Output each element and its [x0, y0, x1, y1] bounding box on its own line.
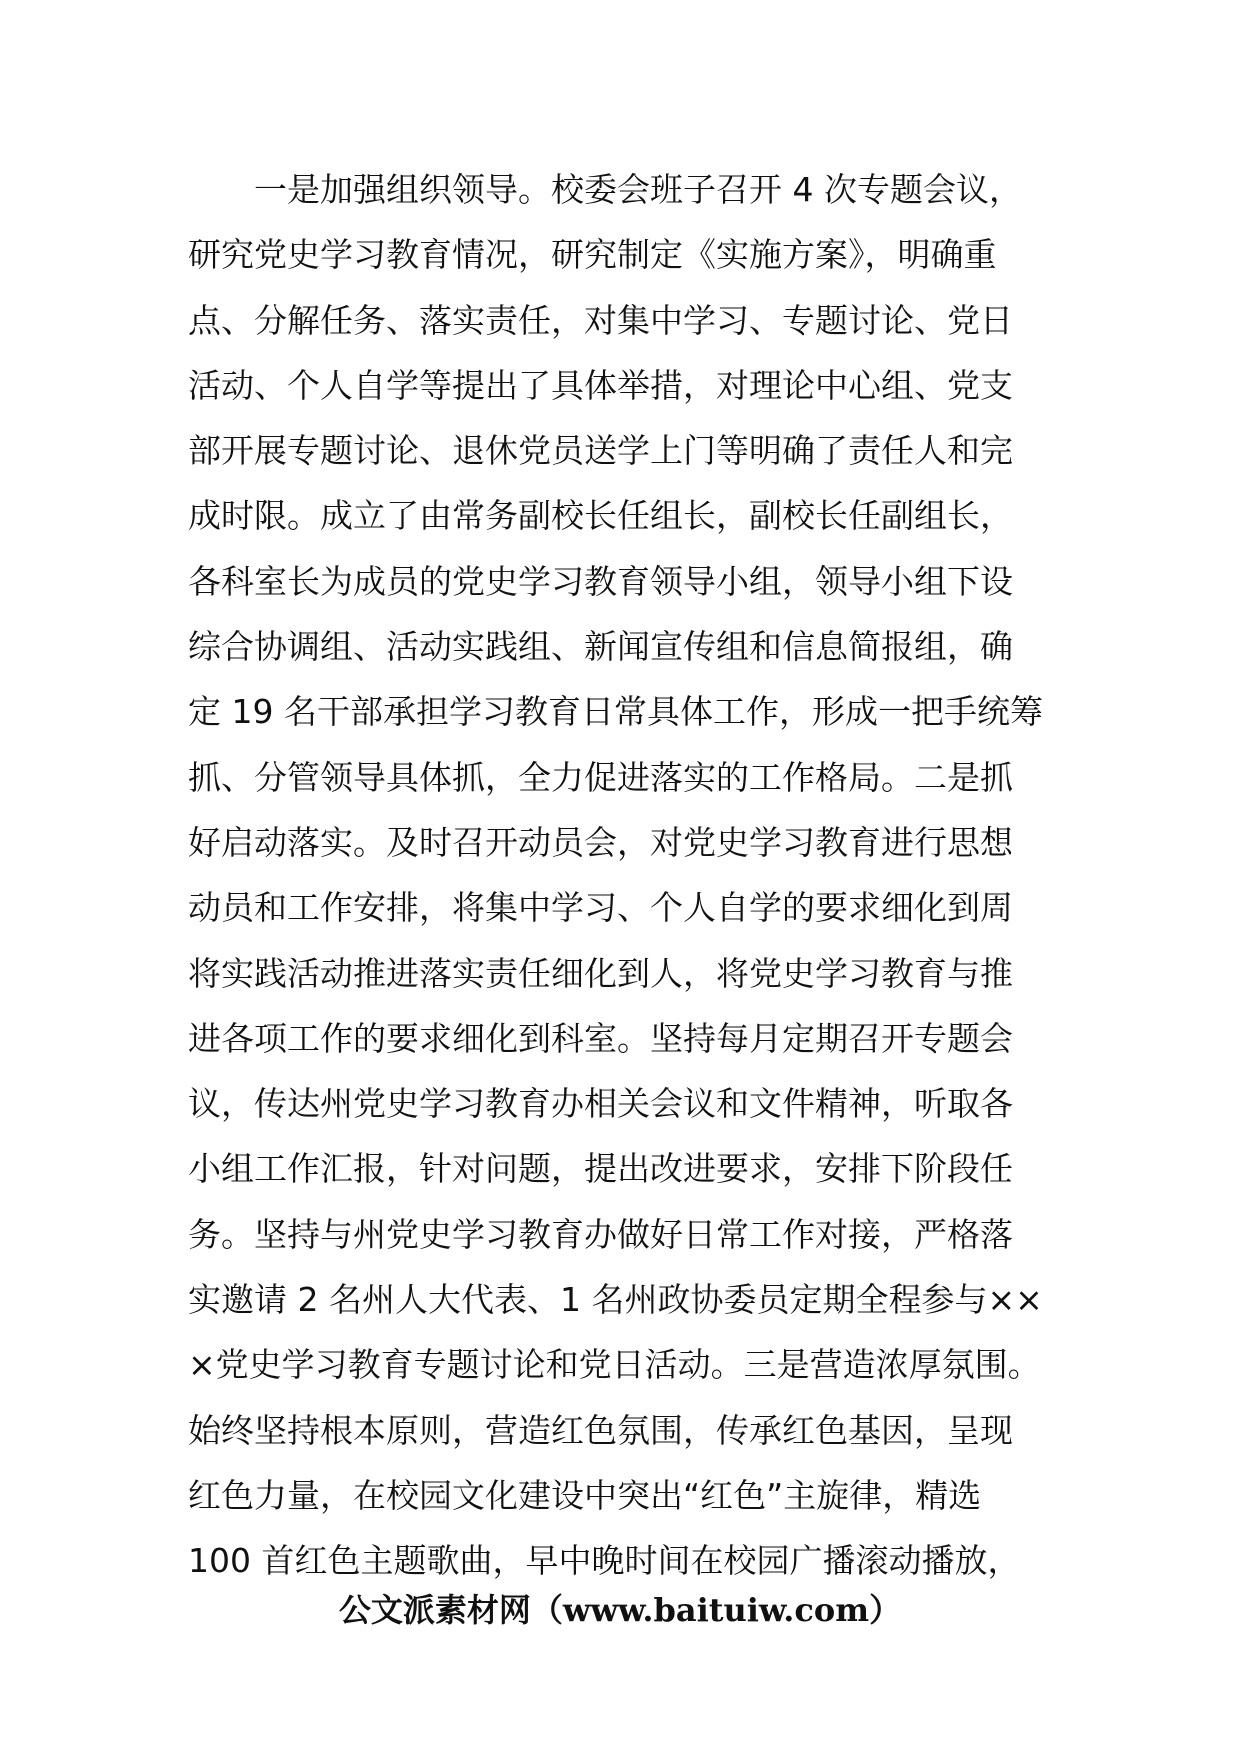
text-line: 活动、个人自学等提出了具体举措，对理论中心组、党支 — [188, 365, 1013, 405]
text-line: 进各项工作的要求细化到科室。坚持每月定期召开专题会 — [188, 1018, 1013, 1058]
text-line: 务。坚持与州党史学习教育办做好日常工作对接，严格落 — [188, 1214, 1013, 1254]
text-line: 综合协调组、活动实践组、新闻宣传组和信息简报组，确 — [188, 627, 1013, 667]
text-line: 小组工作汇报，针对问题，提出改进要求，安排下阶段任 — [188, 1149, 1013, 1189]
body-paragraph — [188, 157, 1068, 1594]
text-line: 红色力量，在校园文化建设中突出“红色”主旋律，精选 — [188, 1475, 982, 1515]
text-line: 点、分解任务、落实责任，对集中学习、专题讨论、党日 — [188, 300, 1013, 340]
text-line: 好启动落实。及时召开动员会，对党史学习教育进行思想 — [188, 822, 1013, 862]
text-line: 始终坚持根本原则，营造红色氛围，传承红色基因，呈现 — [188, 1410, 1013, 1450]
text-line: 成时限。成立了由常务副校长任组长，副校长任副组长， — [188, 496, 1013, 536]
text-line: 部开展专题讨论、退休党员送学上门等明确了责任人和完 — [188, 431, 1013, 471]
text-line: 定 19 名干部承担学习教育日常具体工作，形成一把手统筹 — [188, 692, 1043, 732]
footer-watermark: 公文派素材网（www.baituiw.com） — [338, 1591, 902, 1629]
text-line: 将实践活动推进落实责任细化到人，将党史学习教育与推 — [188, 953, 1013, 993]
text-line: 100 首红色主题歌曲，早中晚时间在校园广播滚动播放， — [188, 1541, 1021, 1581]
text-line: 实邀请 2 名州人大代表、1 名州政协委员定期全程参与×× — [188, 1280, 1043, 1320]
text-line: 研究党史学习教育情况，研究制定《实施方案》，明确重 — [188, 235, 997, 275]
text-line: 一是加强组织领导。校委会班子召开 4 次专题会议， — [188, 170, 1022, 209]
text-line: 动员和工作安排，将集中学习、个人自学的要求细化到周 — [188, 888, 1013, 928]
text-line: 抓、分管领导具体抓，全力促进落实的工作格局。二是抓 — [188, 757, 1013, 797]
text-line: 各科室长为成员的党史学习教育领导小组，领导小组下设 — [188, 561, 1013, 601]
text-line: ×党史学习教育专题讨论和党日活动。三是营造浓厚氛围。 — [188, 1345, 1041, 1385]
text-line: 议，传达州党史学习教育办相关会议和文件精神，听取各 — [188, 1084, 1013, 1124]
